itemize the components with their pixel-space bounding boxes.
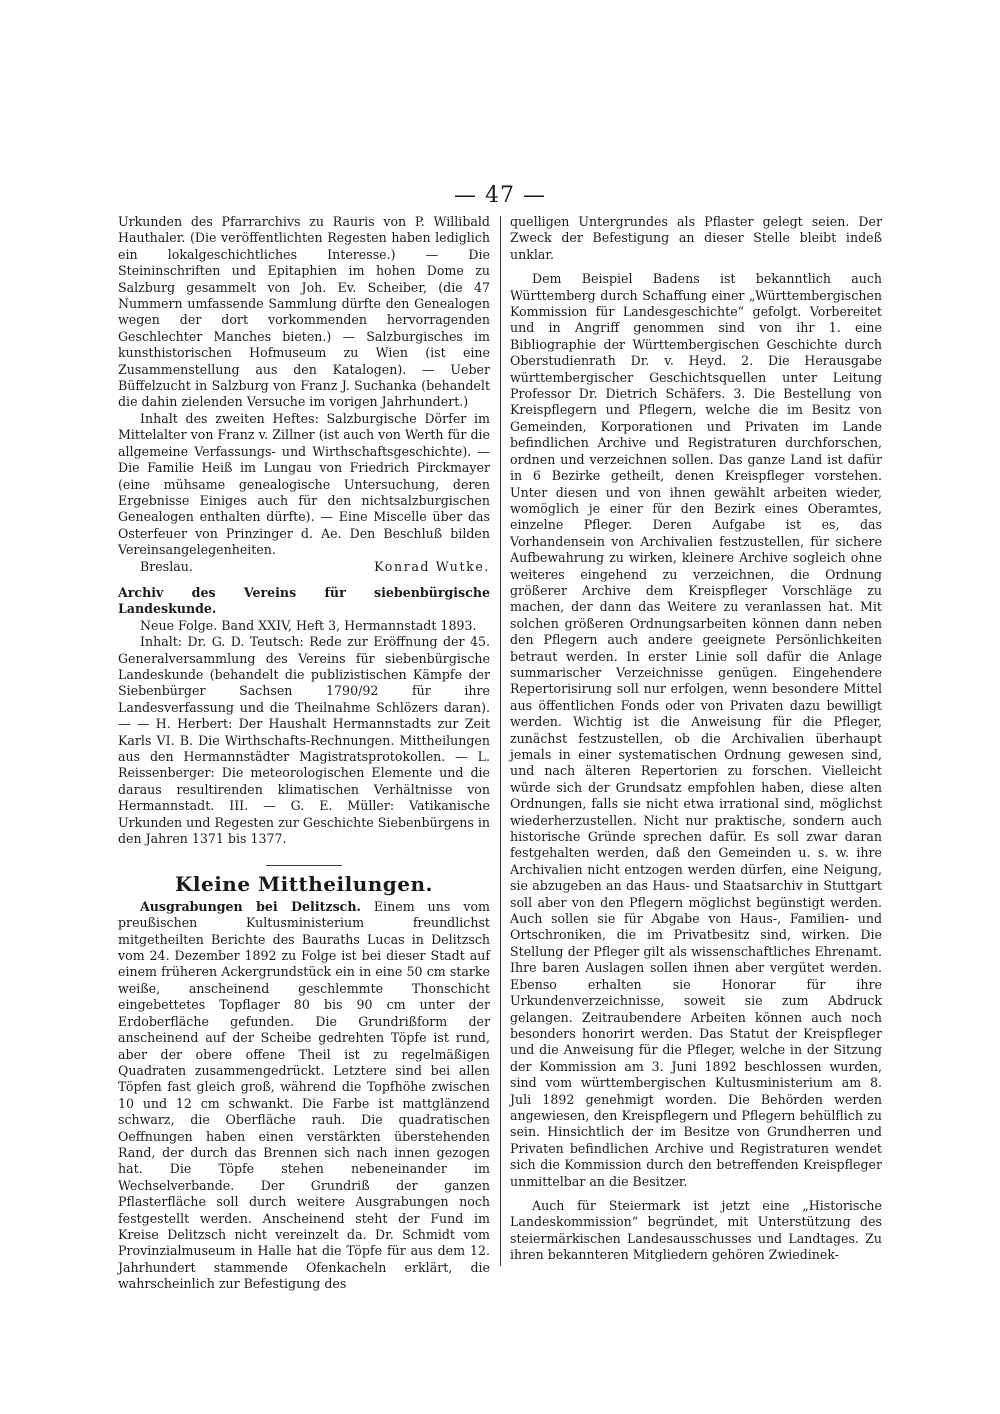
spacer — [510, 1190, 882, 1198]
paragraph: Urkunden des Pfarrarchivs zu Rauris von P. Willibald Hauthaler. (Die veröffentlichten Regesten haben lediglich ein lokalgeschichtliches Interesse.) — Die Steininschriften und Epitaphien im hohen Dome zu Salzburg gesammelt von Joh. Ev. Scheiber, (die 47 Nummern umfassende Sammlung dürfte den Genealogen wegen der dort vorkommenden hervorragenden Geschlechter Manches bieten.) — Salzburgisches im kunsthistorischen Hofmuseum zu Wien (ist eine Zusammenstellung aus den Katalogen). — Ueber Büffelzucht in Salzburg von Franz J. Suchanka (behandelt die dahin zielenden Versuche im vorigen Jahrhundert.) — [118, 214, 490, 410]
paragraph: Neue Folge. Band XXIV, Heft 3, Hermannstadt 1893. — [140, 617, 477, 633]
paragraph: quelligen Untergrundes als Pflaster gelegt seien. Der Zweck der Befestigung an dieser Stelle bleibt indeß unklar. — [510, 214, 882, 262]
paragraph: Auch für Steiermark ist jetzt eine „Historische Landeskommission“ begründet, mit Unterstützung des steiermärkischen Landesausschusses und Landtages. Zu ihren bekannteren Mitgliedern gehören Zwiedinek- — [510, 1197, 882, 1263]
signature — [118, 559, 490, 575]
entry-title: Archiv des Vereins für siebenbürgische Landeskunde. — [118, 584, 490, 617]
spacer — [510, 263, 882, 271]
paragraph — [118, 899, 490, 1293]
section-title: Kleine Mittheilungen. — [175, 872, 433, 897]
left-column — [118, 214, 490, 1293]
separator-rule — [266, 865, 342, 866]
paragraph: Inhalt des zweiten Heftes: Salzburgische Dörfer im Mittelalter von Franz v. Zillner (ist auch von Werth für die allgemeine Verfassungs- und Wirthschaftsgeschichte). — Die Familie Heiß im Lungau von Friedrich Pirckmayer (eine mühsame genealogische Untersuchung, deren Ergebnisse Einiges auch für den nichtsalzburgischen Genealogen enthalten dürfte). — Eine Miscelle über das Osterfeuer von Prinzinger d. Ae. Den Beschluß bilden Vereinsangelegenheiten. — [118, 410, 490, 558]
paragraph-body: Einem uns vom preußischen Kultusministerium freundlichst mitgetheilten Berichte des Bauraths Lucas in Delitzsch vom 24. Dezember 1892 zu Folge ist bei dieser Stadt auf einem früheren Ackergrundstück ein in eine 50 cm starke weiße, anscheinend geschlemmte Thonschicht eingebettetes Topflager 80 bis 90 cm unter der Erdoberfläche gefunden. Die Grundrißform der anscheinend auf der Scheibe gedrehten Töpfe ist rund, aber der obere offene Theil ist zu regelmäßigen Quadraten zusammengedrückt. Letztere sind bei allen Töpfen fast gleich groß, während die Topfhöhe zwischen 10 und 12 cm schwankt. Die Farbe ist mattglänzend schwarz, die Oberfläche rauh. Die quadratischen Oeffnungen haben einen verstärkten überstehenden Rand, der durch das Brennen sich nach innen gezogen hat. Die Töpfe stehen nebeneinander im Wechselverbande. Der Grundriß der ganzen Pflasterfläche soll durch weitere Ausgrabungen noch festgestellt werden. Anscheinend steht der Fund im Kreise Delitzsch nicht vereinzelt da. Dr. Schmidt vom Provinzialmuseum in Halle hat die Töpfe für aus dem 12. Jahrhundert stammende Ofenkacheln erklärt, die wahrscheinlich zur Befestigung des — [118, 898, 491, 1292]
paragraph-title: Ausgrabungen bei Delitzsch. — [140, 898, 361, 914]
paragraph: Dem Beispiel Badens ist bekanntlich auch Württemberg durch Schaffung einer „Württembergischen Kommission für Landesgeschichte“ gefolgt. Vorbereitet und in Angriff genommen sind von ihr 1. eine Bibliographie der Württembergischen Geschichte durch Oberstudienrath Dr. v. Heyd. 2. Die Herausgabe württembergischer Geschichtsquellen unter Leitung Professor Dr. Dietrich Schäfers. 3. Die Bestellung von Kreispflegern und Pflegern, welche die im Besitz von Gemeinden, Korporationen und Privaten im Lande befindlichen Archive und Registraturen durchforschen, ordnen und verzeichnen sollen. Das ganze Land ist dafür in 6 Bezirke getheilt, denen Kreispfleger vorstehen. Unter diesen und von ihnen gewählt arbeiten wieder, womöglich je einer für den Bezirk eines Oberamtes, einzelne Pfleger. Deren Aufgabe ist es, das Vorhandensein von Archivalien festzustellen, für sichere Aufbewahrung zu wirken, kleinere Archive sogleich ohne weiteres eingehend zu verzeichnen, die Ordnung größerer Archive dem Kreispfleger Vorschläge zu machen, der dann das Weitere zu veranlassen hat. Mit solchen größeren Ordnungsarbeiten können dann neben den Pflegern auch andere geeignete Persönlichkeiten betraut werden. In erster Linie soll dafür die Anlage summarischer Verzeichnisse genügen. Eingehendere Repertorisirung soll nur erfolgen, wenn besondere Mittel aus öffentlichen Fonds oder von Privaten dazu bewilligt werden. Wichtig ist die Anweisung für die Pfleger, zunächst festzustellen, ob die Archivalien überhaupt jemals in einer systematischen Ordnung gewesen sind, und nach älteren Repertorien zu forschen. Vielleicht würde sich der Grundsatz empfohlen haben, diese alten Ordnungen, falls sie nicht etwa irrational sind, möglichst wiederherzustellen. Nicht nur praktische, sondern auch historische Gründe sprechen dafür. Es soll zwar daran festgehalten werden, daß den Gemeinden u. s. w. ihre Archivalien nicht entzogen werden dürfen, eine Neigung, sie abzugeben an das Haus- und Staatsarchiv in Stuttgart soll aber von den Pflegern möglichst begünstigt werden. Auch sollen sie für Abgabe von Haus-, Familien- und Ortschroniken, die im Privatbesitz sind, wirken. Die Stellung der Pfleger gilt als wissenschaftliches Ehrenamt. Ihre baren Auslagen sollen ihnen aber vergütet werden. Ebenso erhalten sie Honorar für ihre Urkundenverzeichnisse, soweit sie zum Abdruck gelangen. Zeitraubendere Arbeiten können auch noch besonders honorirt werden. Das Statut der Kreispfleger und die Anweisung für die Pfleger, welche in der Sitzung der Kommission am 3. Juni 1892 beschlossen wurden, sind vom württembergischen Kultusministerium am 8. Juli 1892 genehmigt worden. Die Behörden werden angewiesen, den Kreispflegern und Pflegern behülflich zu sein. Hinsichtlich der im Besitze von Grundherren und Privaten befindlichen Archive und Registraturen wendet sich die Kommission durch den betreffenden Kreispfleger unmittelbar an die Besitzer. — [510, 271, 882, 1189]
paragraph: Inhalt: Dr. G. D. Teutsch: Rede zur Eröffnung der 45. Generalversammlung des Vereins für siebenbürgische Landeskunde (behandelt die publizistischen Kämpfe der Siebenbürger Sachsen 1790/92 für ihre Landesverfassung und die Theilnahme Schlözers daran). — — H. Herbert: Der Haushalt Hermannstadts zur Zeit Karls VI. B. Die Wirthschafts-Rechnungen. Mittheilungen aus den Hermannstädter Magistratsprotokollen. — L. Reissenberger: Die meteorologischen Elemente und die daraus resultirenden klimatischen Verhältnisse von Hermannstadt. III. — G. E. Müller: Vatikanische Urkunden und Regesten zur Geschichte Siebenbürgens in den Jahren 1371 bis 1377. — [118, 634, 490, 847]
column-divider — [500, 216, 501, 1266]
signature-name: Konrad Wutke. — [374, 558, 490, 574]
page-number: — 47 — — [454, 183, 546, 208]
signature-place: Breslau. — [140, 558, 193, 574]
right-column — [510, 214, 882, 1264]
